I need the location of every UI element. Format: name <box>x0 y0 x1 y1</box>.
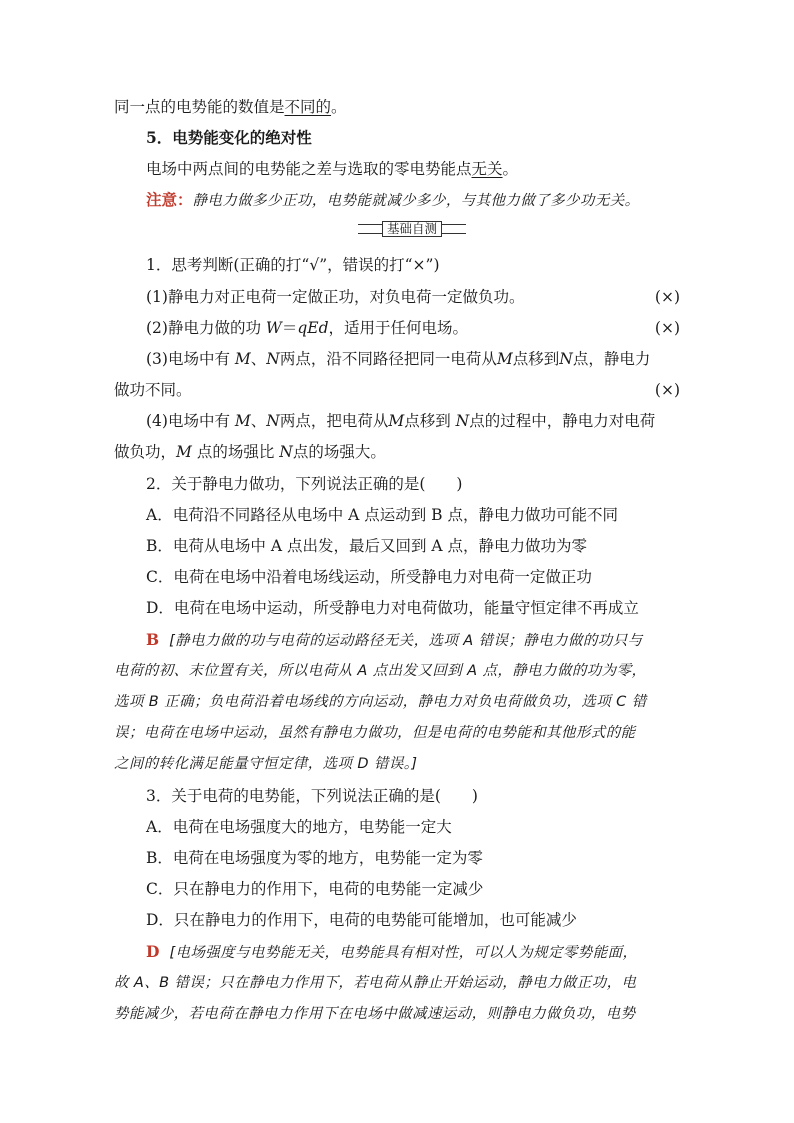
explanation-line: 故 A、B 错误；只在静电力作用下，若电荷从静止开始运动，静电力做正功，电 <box>114 975 637 991</box>
note-text: 静电力做多少正功，电势能就减少多少，与其他力做了多少功无关。 <box>192 193 640 209</box>
judgement-item: (1)静电力对正电荷一定做正功，对负电荷一定做负功。 (×) <box>146 288 680 306</box>
judgement-item-cont: 做负功，M 点的场强比 N点的场强大。 <box>114 443 386 461</box>
option-b: B．电荷在电场强度为零的地方，电势能一定为零 <box>146 849 483 867</box>
option-d: D．电荷在电场中运动，所受静电力对电荷做功，能量守恒定律不再成立 <box>146 599 639 617</box>
judgement-item: (3)电场中有 M、N两点，沿不同路径把同一电荷从M点移到N点，静电力 <box>146 350 651 368</box>
judgement-mark: (×) <box>654 381 680 399</box>
text-line: 同一点的电势能的数值是不同的。 <box>114 98 347 116</box>
question-stem: 2．关于静电力做功，下列说法正确的是( ) <box>146 475 463 493</box>
explanation-line: D [电场强度与电势能无关，电势能具有相对性，可以人为规定零势能面， <box>146 942 638 961</box>
explanation-line: 电荷的初、末位置有关，所以电荷从 A 点出发又回到 A 点，静电力做的功为零， <box>114 663 647 679</box>
explanation-line: 势能减少，若电荷在静电力作用下在电场中做减速运动，则静电力做负功，电势 <box>114 1006 636 1022</box>
option-b: B．电荷从电场中 A 点出发，最后又回到 A 点，静电力做功为零 <box>146 537 587 555</box>
option-a: A．电荷在电场强度大的地方，电势能一定大 <box>146 818 452 836</box>
explanation-line: B [静电力做的功与电荷的运动路径无关，选项 A 错误；静电力做的功只与 <box>146 630 643 649</box>
question-stem: 1．思考判断(正确的打“√”，错误的打“×”) <box>146 256 440 274</box>
option-a: A．电荷沿不同路径从电场中 A 点运动到 B 点，静电力做功可能不同 <box>146 506 618 524</box>
banner-label: 基础自测 <box>382 221 442 237</box>
section-heading: 5．电势能变化的绝对性 <box>146 128 312 147</box>
judgement-item: (2)静电力做的功 W＝qEd，适用于任何电场。 (×) <box>146 319 680 337</box>
option-c: C．只在静电力的作用下，电荷的电势能一定减少 <box>146 880 484 898</box>
question-stem: 3．关于电荷的电势能，下列说法正确的是( ) <box>146 787 478 805</box>
explanation-line: 误；电荷在电场中运动，虽然有静电力做功，但是电荷的电势能和其他形式的能 <box>114 725 636 741</box>
banner-rule-right <box>442 224 466 234</box>
section-banner <box>358 221 466 237</box>
explanation-line: 之间的转化满足能量守恒定律，选项 D 错误。] <box>114 756 418 772</box>
option-d: D．只在静电力的作用下，电荷的电势能可能增加，也可能减少 <box>146 911 577 929</box>
note-label: 注意： <box>146 190 193 209</box>
explanation-line: 选项 B 正确；负电荷沿着电场线的方向运动，静电力对负电荷做负功，选项 C 错 <box>114 694 647 710</box>
underlined-answer: 无关 <box>471 160 503 178</box>
judgement-mark: (×) <box>654 319 680 337</box>
judgement-item: (4)电场中有 M、N两点，把电荷从M点移到 N点的过程中，静电力对电荷 <box>146 412 656 430</box>
banner-rule-left <box>358 224 382 234</box>
note-line <box>146 189 680 212</box>
option-c: C．电荷在电场中沿着电场线运动，所受静电力对电荷一定做正功 <box>146 568 592 586</box>
answer-letter: D <box>146 942 160 961</box>
text-line: 电场中两点间的电势能之差与选取的零电势能点无关。 <box>146 160 519 178</box>
underlined-answer: 不同的 <box>284 98 332 116</box>
judgement-item-cont: 做功不同。 (×) <box>114 381 680 399</box>
answer-letter: B <box>146 630 160 649</box>
judgement-mark: (×) <box>654 288 680 306</box>
